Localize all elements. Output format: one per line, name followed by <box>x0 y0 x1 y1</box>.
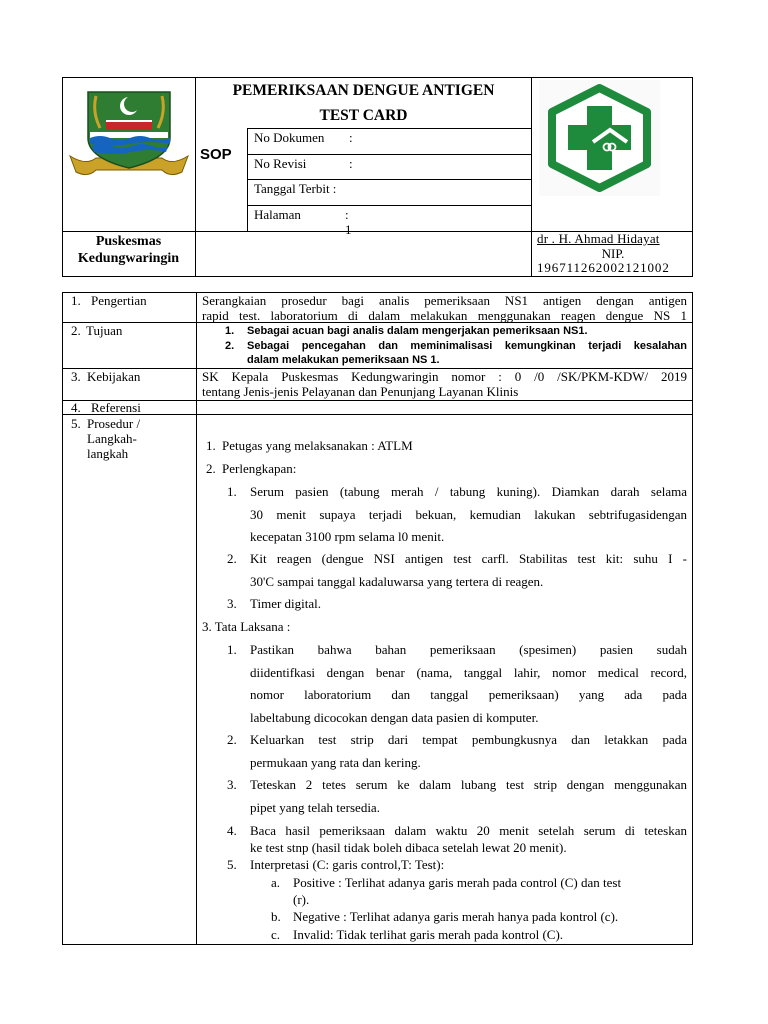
org-line-1: Puskesmas <box>95 234 162 249</box>
perlengkapan-item-3 <box>227 593 322 616</box>
item-line: permukaan yang rata dan kering. <box>250 754 421 770</box>
field-halaman <box>254 207 352 237</box>
item-num: 3. <box>227 596 237 611</box>
pengertian-line-2: rapid test. laboratorium di dalam melakukan menggunakan reagen dengue NS 1 <box>202 308 687 323</box>
item-num: 2. <box>225 340 235 352</box>
item-line: Kit reagen (dengue NSI antigen test carfl. Stabilitas test kit: suhu I - <box>250 551 687 566</box>
bekasi-emblem-icon <box>66 86 192 182</box>
item-line-1: Sebagai pencegahan dan meminimalisasi kemungkinan terjadi kesalahan <box>247 340 687 352</box>
item-line: Pastikan bahwa bahan pemeriksaan (spesimen) pasien sudah <box>250 642 687 657</box>
prosedur-label-line-1: Prosedur / <box>87 416 141 431</box>
item-line: kecepatan 3100 rpm selama l0 menit. <box>250 529 445 544</box>
item-num: 1. <box>206 438 216 453</box>
row-label-kebijakan: Kebijakan <box>87 369 141 384</box>
org-name <box>62 233 195 267</box>
field-no-revisi <box>254 156 353 171</box>
item-letter: c. <box>271 927 281 942</box>
title-line-1: PEMERIKSAAN DENGUE ANTIGEN <box>232 82 495 99</box>
org-line-2: Kedungwaringin <box>77 251 180 266</box>
prosedur-label-line-3: langkah <box>87 446 129 461</box>
interpretasi-positive <box>271 874 687 907</box>
row-num: 2. <box>71 323 81 338</box>
interpretasi-invalid <box>271 926 564 943</box>
tata-laksana-item-2 <box>227 729 687 770</box>
pengertian-text <box>202 293 687 323</box>
field-label: No Revisi <box>254 156 307 171</box>
tata-laksana-item-1 <box>227 639 687 725</box>
row-num: 5. <box>71 416 81 431</box>
row-label-prosedur <box>87 416 140 461</box>
document-title <box>196 78 531 128</box>
kebijakan-line-2: tentang Jenis-jenis Pelayanan dan Penunjang Layanan Klinis <box>202 384 519 399</box>
item-num: 2. <box>206 461 216 476</box>
item-num: 2. <box>227 732 237 747</box>
item-line: Invalid: Tidak terlihat garis merah pada kontrol (C). <box>293 927 564 942</box>
item-num: 4. <box>227 823 237 838</box>
field-tanggal-terbit <box>254 181 336 196</box>
item-line: Interpretasi (C: garis control,T: Test): <box>250 857 445 872</box>
signer-block <box>537 232 689 276</box>
tata-laksana-item-5 <box>227 856 445 873</box>
title-line-2: TEST CARD <box>319 107 408 124</box>
interpretasi-negative <box>271 908 619 925</box>
item-letter: b. <box>271 909 281 924</box>
row-num: 3. <box>71 369 81 384</box>
row-label-pengertian: Pengertian <box>91 293 147 308</box>
item-line: Negative : Terlihat adanya garis merah hanya pada kontrol (c). <box>293 909 619 924</box>
item-num: 3. <box>227 777 237 792</box>
signer-name: dr . H. Ahmad Hidayat <box>537 231 660 246</box>
item-num: 1. <box>227 642 237 657</box>
signer-nip-label: NIP. <box>601 245 625 261</box>
signer-nip: 196711262002121002 <box>537 260 670 275</box>
perlengkapan-title <box>206 458 297 481</box>
field-sep: : <box>349 156 353 171</box>
item-line: Keluarkan test strip dari tempat pembungkusnya dan letakkan pada <box>250 732 687 747</box>
field-label: Tanggal Terbit : <box>254 181 337 196</box>
puskesmas-logo-icon <box>539 80 660 196</box>
tata-laksana-item-4 <box>227 822 687 855</box>
kebijakan-text <box>202 369 687 399</box>
row-num: 1. <box>71 293 81 308</box>
kebijakan-line-1: SK Kepala Puskesmas Kedungwaringin nomor : 0 /0 /SK/PKM-KDW/ 2019 <box>202 369 687 384</box>
item-line: labeltabung dicocokan dengan data pasien di komputer. <box>250 709 539 725</box>
item-text: Perlengkapan: <box>222 461 297 476</box>
item-line: 30 menit supaya terjadi bekuan, kemudian lakukan sebtrifugasidengan <box>250 506 687 522</box>
item-num: 1. <box>225 325 235 337</box>
item-line: Teteskan 2 tetes serum ke dalam lubang test strip dengan menggunakan <box>250 777 687 792</box>
field-no-dokumen <box>254 130 353 145</box>
field-sep: : <box>349 130 353 145</box>
perlengkapan-item-1 <box>227 481 687 544</box>
item-line: diidentifkasi dengan benar (nama, tanggal lahir, nomor medical record, <box>250 664 687 680</box>
sop-label: SOP <box>200 146 232 163</box>
item-line: Baca hasil pemeriksaan dalam waktu 20 menit setelah serum di teteskan <box>250 823 687 838</box>
item-letter: a. <box>271 875 281 890</box>
item-text: Sebagai acuan bagi analis dalam mengerjakan pemeriksaan NS1. <box>247 325 588 337</box>
field-label: Halaman <box>254 207 301 222</box>
row-num: 4. <box>71 400 81 415</box>
item-line: Timer digital. <box>250 596 322 611</box>
item-line-2: dalam melakukan pemeriksaan NS 1. <box>247 354 440 366</box>
row-label-tujuan: Tujuan <box>86 323 123 338</box>
item-line: Serum pasien (tabung merah / tabung kuning). Diamkan darah selama <box>250 484 687 499</box>
item-line: ke test stnp (hasil tidak boleh dibaca setelah lewat 20 menit). <box>250 840 567 855</box>
item-num: 5. <box>227 857 237 872</box>
item-line: Positive : Terlihat adanya garis merah pada control (C) dan test <box>293 875 622 890</box>
row-label-referensi: Referensi <box>91 400 141 415</box>
item-line: 30'C sampai tanggal kadaluwarsa yang tertera di reagen. <box>250 573 544 589</box>
tata-laksana-title: 3. Tata Laksana : <box>202 619 291 634</box>
prosedur-label-line-2: Langkah- <box>87 431 137 446</box>
item-num: 1. <box>227 484 237 499</box>
item-num: 2. <box>227 551 237 566</box>
item-text: Petugas yang melaksanakan : ATLM <box>222 438 413 453</box>
tujuan-item-2 <box>225 339 687 366</box>
tata-laksana-item-3 <box>227 774 687 815</box>
field-label: No Dokumen <box>254 130 325 145</box>
pengertian-line-1: Serangkaian prosedur bagi analis pemeriksaan NS1 antigen dengan antigen <box>202 293 687 308</box>
tujuan-item-1 <box>225 324 588 338</box>
item-line: (r). <box>293 892 310 907</box>
item-line: nomor laboratorium dan tanggal pemeriksaan) yang ada pada <box>250 687 687 702</box>
perlengkapan-item-2 <box>227 548 687 589</box>
item-line: pipet yang telah tersedia. <box>250 799 380 815</box>
field-sep: : 1 <box>345 207 352 237</box>
petugas-item <box>206 435 413 458</box>
